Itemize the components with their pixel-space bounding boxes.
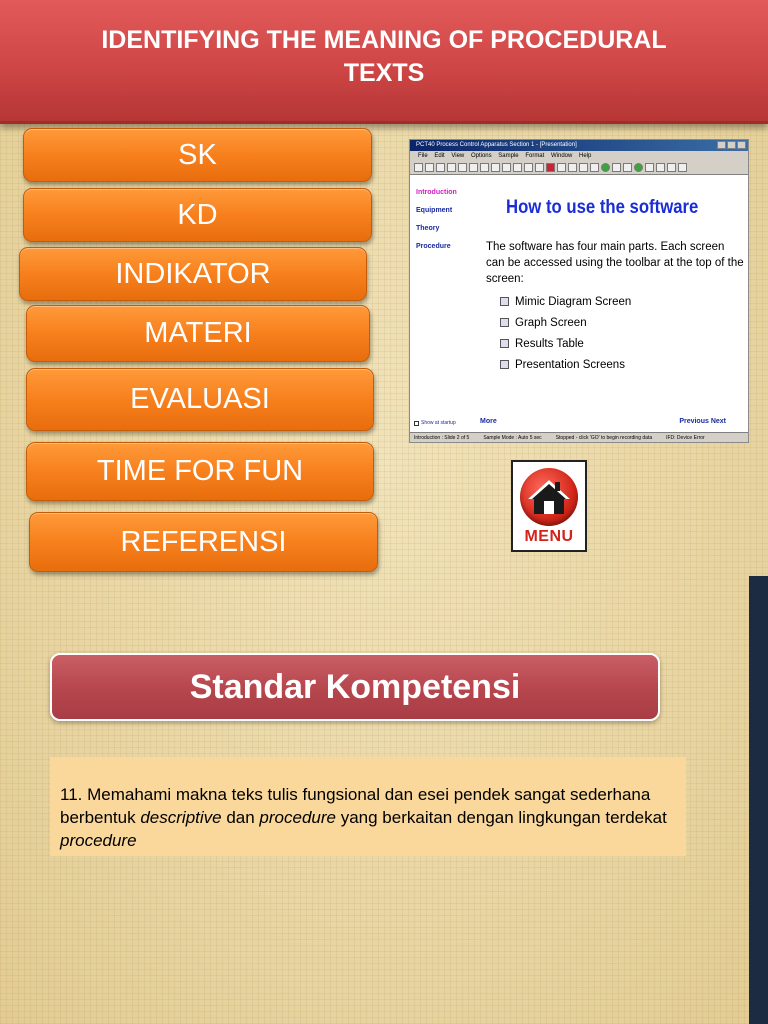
maximize-icon xyxy=(727,141,736,149)
nav-button-indikator[interactable]: INDIKATOR xyxy=(19,247,367,301)
toolbar-icon xyxy=(645,163,654,172)
screenshot-statusbar xyxy=(410,432,748,442)
competency-text-emphasis: descriptive xyxy=(140,808,222,827)
go-icon xyxy=(634,163,643,172)
toolbar-icon xyxy=(678,163,687,172)
list-item: Mimic Diagram Screen xyxy=(500,291,631,312)
screenshot-content xyxy=(410,175,748,427)
show-at-startup-checkbox: Show at startup xyxy=(414,420,456,426)
nav-button-evaluasi[interactable]: EVALUASI xyxy=(26,368,374,431)
toolbar-icon xyxy=(502,163,511,172)
nav-button-materi[interactable]: MATERI xyxy=(26,305,370,362)
screenshot-heading: How to use the software xyxy=(506,197,699,218)
software-screenshot xyxy=(409,139,749,443)
menu-item: Window xyxy=(551,153,573,159)
side-link: Introduction xyxy=(416,189,457,196)
side-link: Equipment xyxy=(416,207,453,214)
competency-text-box xyxy=(50,757,686,856)
toolbar-icon xyxy=(491,163,500,172)
toolbar-icon xyxy=(557,163,566,172)
toolbar-icon xyxy=(568,163,577,172)
minimize-icon xyxy=(717,141,726,149)
screenshot-window-title: PCT40 Process Control Apparatus Section 1 - [Presentation] xyxy=(416,142,577,148)
toolbar-icon xyxy=(623,163,632,172)
toolbar-icon xyxy=(436,163,445,172)
screenshot-toolbar xyxy=(410,161,748,175)
menu-item: Options xyxy=(470,153,492,159)
menu-item: Help xyxy=(579,153,592,159)
prev-next-links: Previous Next xyxy=(679,418,726,425)
menu-label: MENU xyxy=(524,528,574,545)
toolbar-icon xyxy=(656,163,665,172)
page-header xyxy=(0,0,768,124)
toolbar-icon xyxy=(667,163,676,172)
screenshot-item-list xyxy=(500,291,631,375)
side-link: Procedure xyxy=(416,243,451,250)
screenshot-titlebar xyxy=(410,140,748,151)
status-text: Stopped - click 'GO' to begin recording data xyxy=(555,435,653,441)
screenshot-side-links xyxy=(416,189,457,261)
toolbar-icon xyxy=(469,163,478,172)
page-title: IDENTIFYING THE MEANING OF PROCEDURAL TEXTS xyxy=(101,25,667,87)
nav-button-referensi[interactable]: REFERENSI xyxy=(29,512,378,572)
screen-icon xyxy=(500,339,509,348)
competency-text: 11. Memahami makna teks tulis fungsional dan esei pendek sangat sederhana berbentuk xyxy=(60,785,651,827)
list-item: Graph Screen xyxy=(500,312,631,333)
menu-item: View xyxy=(451,153,465,159)
screenshot-menubar xyxy=(410,151,748,161)
toolbar-icon xyxy=(524,163,533,172)
toolbar-icon xyxy=(458,163,467,172)
screenshot-description: The software has four main parts. Each screen can be accessed using the toolbar at the top of the screen: xyxy=(486,241,744,285)
menu-item: Edit xyxy=(434,153,445,159)
section-title: Standar Kompetensi xyxy=(189,667,521,706)
menu-home-button[interactable] xyxy=(511,460,587,552)
toolbar-icon xyxy=(480,163,489,172)
toolbar-icon xyxy=(612,163,621,172)
nav-button-kd[interactable]: KD xyxy=(23,188,372,242)
toolbar-icon xyxy=(414,163,423,172)
list-item: Results Table xyxy=(500,333,631,354)
competency-text: yang berkaitan dengan lingkungan terdekat xyxy=(335,808,667,827)
nav-button-sk[interactable]: SK xyxy=(23,128,372,182)
side-link: Theory xyxy=(416,225,440,232)
toolbar-icon xyxy=(513,163,522,172)
status-text: Sample Mode : Auto 5 sec xyxy=(483,435,542,441)
go-icon xyxy=(601,163,610,172)
right-side-bar xyxy=(749,576,768,1024)
screen-icon xyxy=(500,360,509,369)
toolbar-icon xyxy=(535,163,544,172)
more-link: More xyxy=(480,418,497,425)
list-item: Presentation Screens xyxy=(500,354,631,375)
competency-text: dan xyxy=(221,808,260,827)
checkbox-icon xyxy=(414,421,419,426)
toolbar-icon xyxy=(546,163,555,172)
section-title-banner xyxy=(50,653,660,721)
status-text: Introduction : Slide 2 of 5 xyxy=(414,435,470,441)
close-icon xyxy=(737,141,746,149)
window-controls xyxy=(717,141,746,149)
toolbar-icon xyxy=(425,163,434,172)
menu-item: File xyxy=(418,153,428,159)
competency-text-emphasis: procedure xyxy=(60,831,137,850)
nav-button-time-for-fun[interactable]: TIME FOR FUN xyxy=(26,442,374,501)
competency-text-emphasis: procedure xyxy=(259,808,336,827)
toolbar-icon xyxy=(590,163,599,172)
status-text: IFD: Device Error xyxy=(666,435,705,441)
toolbar-icon xyxy=(447,163,456,172)
toolbar-icon xyxy=(579,163,588,172)
menu-item: Format xyxy=(525,153,545,159)
home-icon xyxy=(526,476,572,518)
screen-icon xyxy=(500,318,509,327)
menu-item: Sample xyxy=(498,153,519,159)
screen-icon xyxy=(500,297,509,306)
